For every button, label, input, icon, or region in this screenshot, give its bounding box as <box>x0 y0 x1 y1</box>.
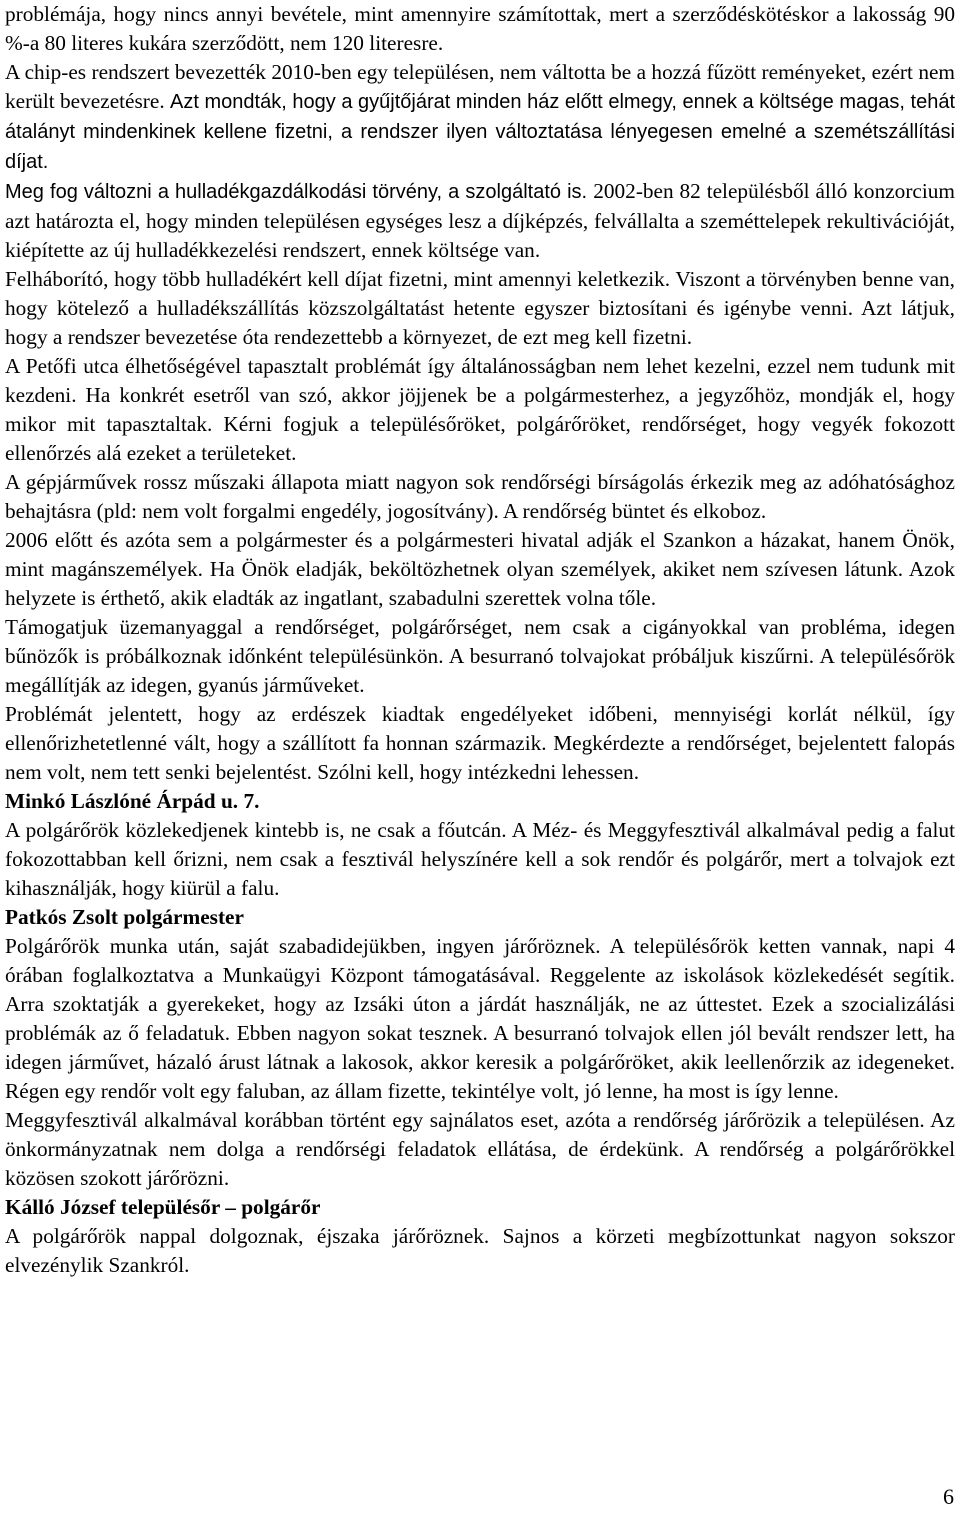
text-run: Patkós Zsolt polgármester <box>5 905 244 929</box>
text-run: 2006 előtt és azóta sem a polgármester és a polgármesteri hivatal adják el Szankon a házakat, hanem Önök, mint magánszemélyek. Ha Önök eladják, beköltözhetnek olyan személyek, akiket nem szívesen látunk. Azok helyzete is érthető, akik eladták az ingatlant, szabadulni szerettek volna tőle. <box>5 528 955 610</box>
paragraph <box>5 0 955 58</box>
speaker-heading <box>5 903 955 932</box>
text-run: Minkó Lászlóné Árpád u. 7. <box>5 789 260 813</box>
text-run: problémája, hogy nincs annyi bevétele, mint amennyire számítottak, mert a szerződéskötéskor a lakosság 90 %-a 80 literes kukára szerződött, nem 120 literesre. <box>5 2 955 55</box>
text-run: A Petőfi utca élhetőségével tapasztalt problémát így általánosságban nem lehet kezelni, ezzel nem tudunk mit kezdeni. Ha konkrét esetről van szó, akkor jöjjenek be a polgármesterhez, a jegyzőhöz, mondják el, hogy mikor mit tapasztaltak. Kérni fogjuk a településőröket, polgárőröket, rendőrséget, hogy vegyék fokozott ellenőrzés alá ezeket a területeket. <box>5 354 955 465</box>
text-run: A polgárőrök közlekedjenek kintebb is, ne csak a főutcán. A Méz- és Meggyfesztivál alkalmával pedig a falut fokozottabban kell őrizni, nem csak a fesztivál helyszínére kell a sok rendőr és polgárőr, mert a tolvajok ezt kihasználják, hogy kiürül a falu. <box>5 818 955 900</box>
text-run: Problémát jelentett, hogy az erdészek kiadtak engedélyeket időbeni, mennyiségi korlát nélkül, így ellenőrizhetetlenné vált, hogy a szállított fa honnan származik. Megkérdezte a rendőrséget, bejelentett falopás nem volt, nem tett senki bejelentést. Szólni kell, hogy intézkedni lehessen. <box>5 702 955 784</box>
paragraph <box>5 265 955 352</box>
paragraph <box>5 816 955 903</box>
paragraph <box>5 1106 955 1193</box>
paragraph <box>5 613 955 700</box>
speaker-heading <box>5 1193 955 1222</box>
paragraph <box>5 177 955 265</box>
text-run: Kálló József településőr – polgárőr <box>5 1195 321 1219</box>
paragraph <box>5 58 955 177</box>
paragraph <box>5 700 955 787</box>
text-run: Támogatjuk üzemanyaggal a rendőrséget, polgárőrséget, nem csak a cigányokkal van probléma, idegen bűnözők is próbálkoznak időnként településünkön. A besurranó tolvajokat próbáljuk kiszűrni. A településőrök megállítják az idegen, gyanús járműveket. <box>5 615 955 697</box>
paragraph <box>5 468 955 526</box>
page-number: 6 <box>943 1484 954 1509</box>
text-run: Polgárőrök munka után, saját szabadidejükben, ingyen járőröznek. A településőrök ketten vannak, napi 4 órában foglalkoztatva a Munkaügyi Központ támogatásával. Reggelente az iskolások közlekedését segítik. Arra szoktatják a gyerekeket, hogy az Izsáki úton a járdát használják, ne az úttestet. Ezek a szocializálási problémák az ő feladatuk. Ebben nagyon sokat tesznek. A besurranó tolvajok ellen jól bevált rendszer lett, ha idegen járművet, házaló árust látnak a lakosok, akkor keresik a polgárőröket, akik leellenőrzik az idegeneket. Régen egy rendőr volt egy faluban, az állam fizette, tekintélye volt, jó lenne, ha most is így lenne. <box>5 934 955 1103</box>
text-run: Meggyfesztivál alkalmával korábban történt egy sajnálatos eset, azóta a rendőrség járőrözik a településen. Az önkormányzatnak nem dolga a rendőrségi feladatok ellátása, de érdekünk. A rendőrség a polgárőrökkel közösen szokott járőrözni. <box>5 1108 955 1190</box>
speaker-heading <box>5 787 955 816</box>
paragraph <box>5 526 955 613</box>
document-page <box>5 0 955 1280</box>
paragraph <box>5 1222 955 1280</box>
text-run: A chip-es rendszert bevezették 2010-ben egy településen, nem váltotta be a hozzá fűzött reményeket, ezért nem került bevezetésre. <box>5 60 955 113</box>
text-run: Felháborító, hogy több hulladékért kell díjat fizetni, mint amennyi keletkezik. Viszont a törvényben benne van, hogy kötelező a hulladékszállítás közszolgáltatást hetente egyszer biztosítani és igénybe venni. Azt látjuk, hogy a rendszer bevezetése óta rendezettebb a környezet, de ezt meg kell fizetni. <box>5 267 955 349</box>
text-run: A gépjárművek rossz műszaki állapota miatt nagyon sok rendőrségi bírságolás érkezik meg az adóhatósághoz behajtásra (pld: nem volt forgalmi engedély, jogosítvány). A rendőrség büntet és elkoboz. <box>5 470 955 523</box>
text-run: Azt mondták, hogy a gyűjtőjárat minden ház előtt elmegy, ennek a költsége magas, tehát átalányt mindenkinek kellene fizetni, a rendszer ilyen változtatása lényegesen emelné a szemétszállítási díjat. <box>5 91 955 173</box>
paragraph <box>5 932 955 1106</box>
text-run: 2002-ben 82 településből álló konzorcium azt határozta el, hogy minden településen egységes lesz a díjképzés, felvállalta a szeméttelepek rekultivációját, kiépítette az új hulladékkezelési rendszert, ennek költsége van. <box>5 179 955 262</box>
text-run: Meg fog változni a hulladékgazdálkodási törvény, a szolgáltató is. <box>5 181 594 203</box>
text-run: A polgárőrök nappal dolgoznak, éjszaka járőröznek. Sajnos a körzeti megbízottunkat nagyon sokszor elvezénylik Szankról. <box>5 1224 955 1277</box>
paragraph <box>5 352 955 468</box>
